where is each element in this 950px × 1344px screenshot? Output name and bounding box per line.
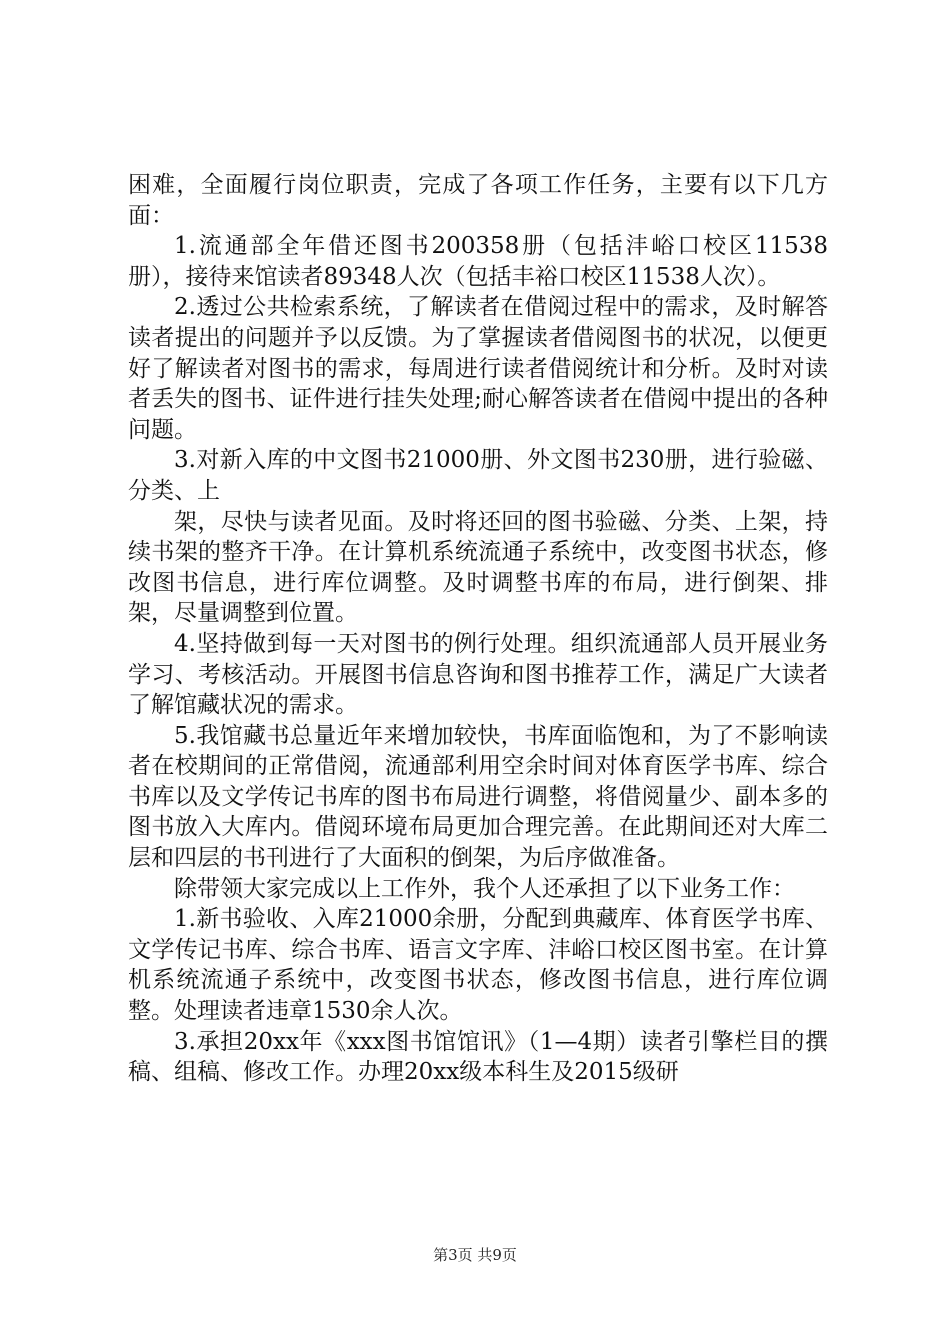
paragraph-item-1: 1.流通部全年借还图书200358册（包括沣峪口校区11538册），接待来馆读者89348人次（包括丰裕口校区11538人次）。 <box>128 233 828 290</box>
paragraph-item-4: 4.坚持做到每一天对图书的例行处理。组织流通部人员开展业务学习、考核活动。开展图书信息咨询和图书推荐工作，满足广大读者了解馆藏状况的需求。 <box>128 630 828 719</box>
page-number-footer: 第3页 共9页 <box>433 1246 517 1264</box>
paragraph-personal-item-3: 3.承担20xx年《xxx图书馆馆讯》（1—4期）读者引擎栏目的撰稿、组稿、修改工作。办理20xx级本科生及2015级研 <box>128 1028 828 1086</box>
document-body <box>128 170 828 1088</box>
paragraph-item-3-continued: 架，尽快与读者见面。及时将还回的图书验磁、分类、上架，持续书架的整齐干净。在计算机系统流通子系统中，改变图书状态，修改图书信息，进行库位调整。及时调整书库的布局，进行倒架、排架，尽量调整到位置。 <box>128 508 828 627</box>
paragraph-personal-work: 除带领大家完成以上工作外，我个人还承担了以下业务工作： <box>174 875 795 902</box>
paragraph-item-2: 2.透过公共检索系统，了解读者在借阅过程中的需求，及时解答读者提出的问题并予以反馈。为了掌握读者借阅图书的状况，以便更好了解读者对图书的需求，每周进行读者借阅统计和分析。及时对读者丢失的图书、证件进行挂失处理;耐心解答读者在借阅中提出的各种问题。 <box>128 294 828 443</box>
paragraph-item-5: 5.我馆藏书总量近年来增加较快，书库面临饱和，为了不影响读者在校期间的正常借阅，流通部利用空余时间对体育医学书库、综合书库以及文学传记书库的图书布局进行调整，将借阅量少、副本多的图书放入大库内。借阅环境布局更加合理完善。在此期间还对大库二层和四层的书刊进行了大面积的倒架，为后序做准备。 <box>128 722 828 872</box>
paragraph-personal-item-1: 1.新书验收、入库21000余册，分配到典藏库、体育医学书库、文学传记书库、综合书库、语言文字库、沣峪口校区图书室。在计算机系统流通子系统中，改变图书状态，修改图书信息，进行库位调整。处理读者违章1530余人次。 <box>128 906 828 1025</box>
paragraph-item-3: 3.对新入库的中文图书21000册、外文图书230册，进行验磁、分类、上 <box>128 447 828 504</box>
paragraph-intro: 困难，全面履行岗位职责，完成了各项工作任务，主要有以下几方面： <box>128 172 828 229</box>
